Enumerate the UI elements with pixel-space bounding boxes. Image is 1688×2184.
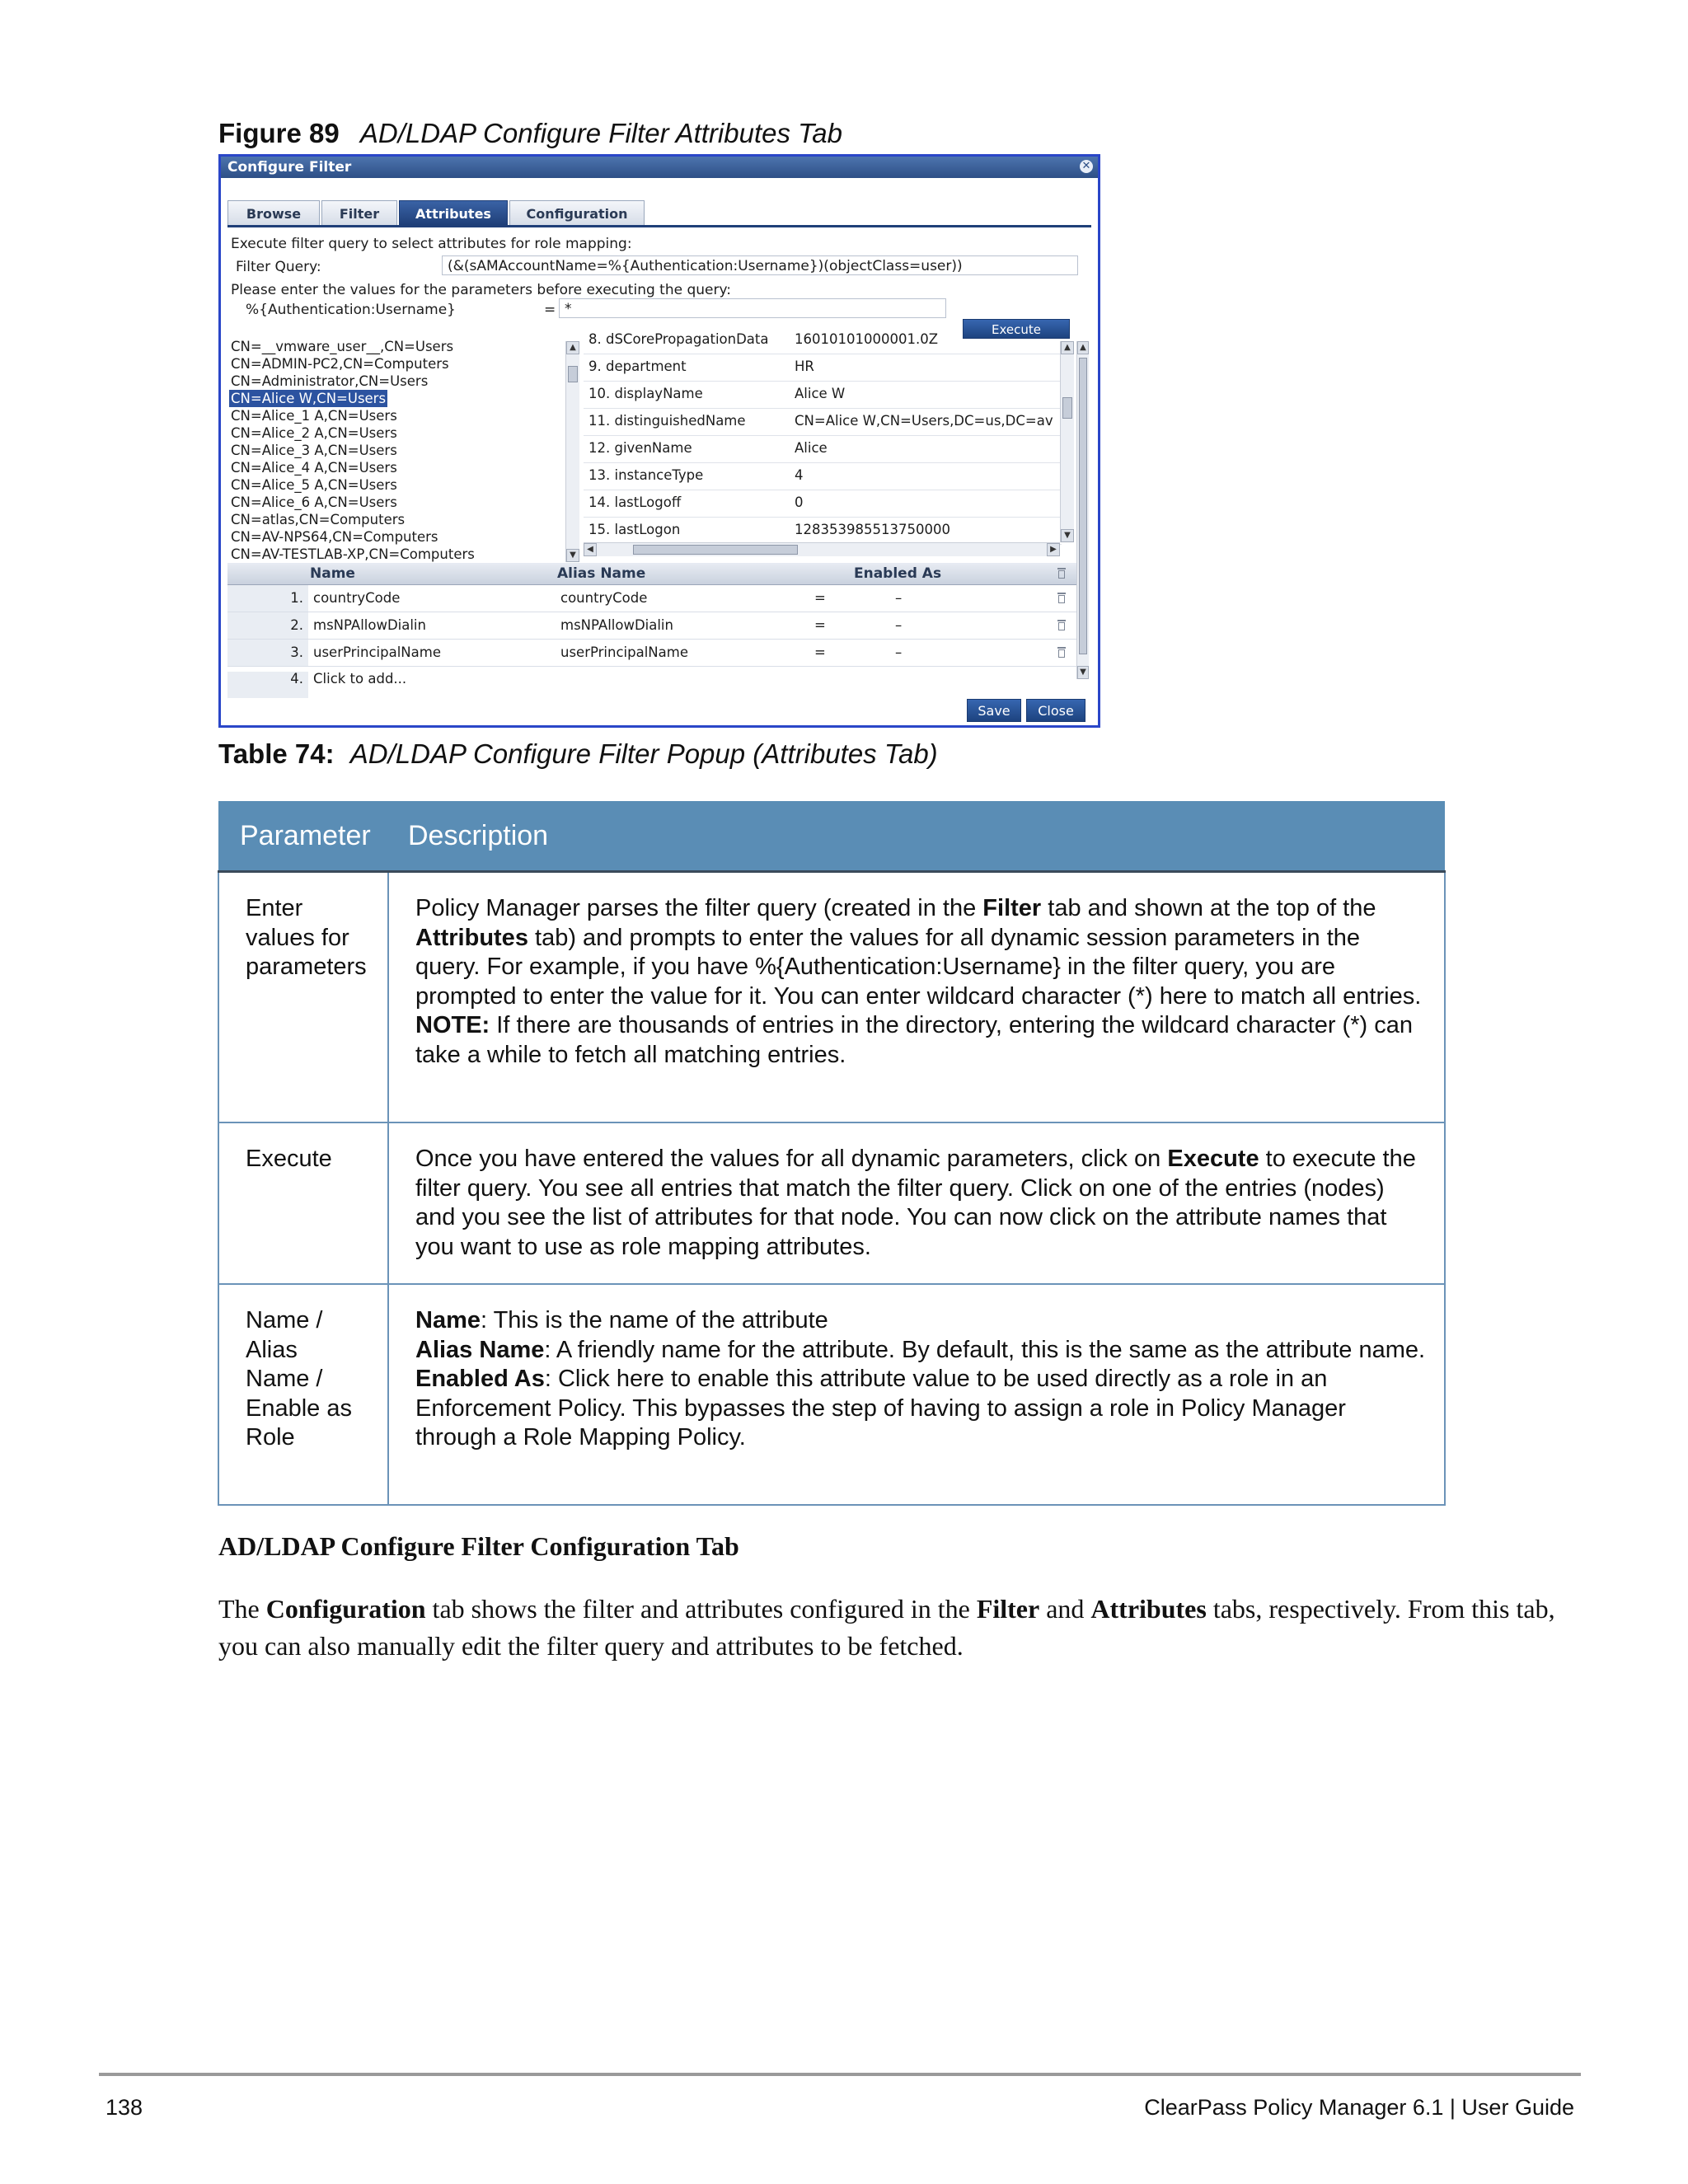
attribute-name: 14. lastLogoff (588, 494, 682, 510)
mapping-enabled[interactable]: – (895, 590, 903, 606)
attribute-value: HR (795, 359, 814, 374)
list-item-selected[interactable]: CN=Alice W,CN=Users (231, 391, 387, 406)
attribute-table-hscrollbar[interactable] (584, 542, 1060, 556)
desc-emphasis: Attributes (415, 924, 528, 951)
param-cell: Execute (218, 1122, 388, 1284)
table-row[interactable] (584, 408, 1062, 436)
instruction-text: Execute filter query to select attributes for role mapping: (231, 236, 632, 252)
note-text: If there are thousands of entries in the directory, entering the wildcard character (*) can take a while to fetch all matching entries. (415, 1012, 1413, 1068)
mapping-enabled[interactable]: – (895, 644, 903, 660)
scroll-left-icon[interactable]: ◀ (584, 543, 597, 556)
table-row[interactable] (227, 667, 1076, 687)
param-value-field[interactable]: * (559, 298, 946, 318)
table-row[interactable] (584, 462, 1062, 490)
tab-browse[interactable]: Browse (227, 200, 320, 225)
section-paragraph (218, 1591, 1564, 1665)
param-cell: Enter values for parameters (218, 872, 388, 1123)
description-cell (388, 872, 1445, 1123)
dialog-titlebar (221, 157, 1098, 178)
row-index: 1. (227, 585, 308, 612)
table-row[interactable] (584, 435, 1062, 463)
close-icon[interactable]: ✕ (1080, 160, 1093, 173)
column-header-parameter: Parameter (218, 801, 388, 872)
table-caption (218, 738, 938, 770)
list-item[interactable]: CN=Alice_4 A,CN=Users (231, 460, 397, 476)
list-item[interactable]: CN=Alice_2 A,CN=Users (231, 425, 397, 441)
scroll-right-icon[interactable]: ▶ (1047, 543, 1060, 556)
desc-text: to execute the filter query. You see all entries that match the filter query. Click on one of the entries (nodes) and you see the list of attributes for that node. You can now click on the attribute names that you want to use as role mapping attributes. (415, 1146, 1416, 1260)
close-button[interactable]: Close (1026, 699, 1085, 722)
attribute-name: 8. dSCorePropagationData (588, 331, 769, 347)
table-row[interactable] (227, 612, 1076, 640)
trash-icon[interactable] (1057, 647, 1067, 658)
table-title: AD/LDAP Configure Filter Popup (Attributes Tab) (349, 738, 938, 769)
trash-icon[interactable] (1057, 568, 1067, 579)
table-row[interactable] (227, 585, 1076, 612)
list-item[interactable]: CN=AV-NPS64,CN=Computers (231, 529, 438, 545)
scroll-down-icon[interactable]: ▼ (1077, 666, 1089, 679)
guide-title: ClearPass Policy Manager 6.1 | User Guide (1144, 2095, 1574, 2120)
entry-list (227, 341, 565, 562)
mapping-alias[interactable]: msNPAllowDialin (560, 617, 673, 633)
figure-title: AD/LDAP Configure Filter Attributes Tab (359, 118, 842, 148)
list-item[interactable]: CN=Alice_6 A,CN=Users (231, 494, 397, 510)
list-item[interactable]: CN=AV-TESTLAB-XP,CN=Computers (231, 546, 475, 562)
table-row (218, 1284, 1445, 1505)
tab-filter[interactable]: Filter (321, 200, 397, 225)
scroll-thumb[interactable] (1062, 397, 1072, 419)
desc-text: : This is the name of the attribute (481, 1307, 828, 1333)
attribute-value: 0 (795, 494, 804, 510)
mapping-equals: = (814, 590, 826, 606)
click-to-add[interactable]: Click to add... (313, 671, 407, 687)
desc-text: tab and shown at the top of the (1041, 895, 1376, 921)
scroll-thumb[interactable] (633, 545, 798, 555)
mapping-equals: = (814, 644, 826, 660)
section-heading: AD/LDAP Configure Filter Configuration Tab (218, 1531, 739, 1561)
execute-button[interactable]: Execute (963, 319, 1070, 339)
description-cell (388, 1122, 1445, 1284)
trash-icon[interactable] (1057, 620, 1067, 631)
paragraph-text: and (1039, 1594, 1091, 1624)
column-header-alias[interactable]: Alias Name (557, 565, 646, 582)
mapping-name[interactable]: msNPAllowDialin (313, 617, 426, 633)
desc-text: Policy Manager parses the filter query (created in the (415, 895, 983, 921)
scroll-up-icon[interactable]: ▲ (1077, 341, 1089, 354)
table-row (218, 1122, 1445, 1284)
dialog-scrollbar[interactable] (1076, 341, 1089, 679)
params-instruction: Please enter the values for the parameters before executing the query: (231, 282, 732, 298)
paragraph-text: tabs, respectively. From this tab, you can also manually edit the filter query and attributes to be fetched. (218, 1594, 1555, 1661)
tab-divider (227, 225, 1091, 227)
table-row[interactable] (584, 326, 1062, 354)
mapping-enabled[interactable]: – (895, 617, 903, 633)
paragraph-emphasis: Attributes (1090, 1594, 1207, 1624)
attribute-name: 13. instanceType (588, 467, 704, 483)
filter-query-field[interactable]: (&(sAMAccountName=%{Authentication:Username})(objectClass=user)) (442, 255, 1078, 275)
param-equals: = (544, 302, 556, 318)
figure-number: Figure 89 (218, 118, 340, 148)
scroll-thumb[interactable] (1079, 358, 1087, 654)
figure-caption (218, 118, 842, 149)
scroll-thumb[interactable] (568, 366, 578, 382)
list-item[interactable]: CN=ADMIN-PC2,CN=Computers (231, 356, 449, 372)
attribute-name: 12. givenName (588, 440, 692, 456)
list-item[interactable]: CN=Alice_5 A,CN=Users (231, 477, 397, 493)
attribute-value: 4 (795, 467, 804, 483)
row-index: 3. (227, 640, 308, 666)
attribute-table (584, 331, 1070, 542)
column-header-enabled[interactable]: Enabled As (854, 565, 942, 582)
desc-text: Once you have entered the values for all dynamic parameters, click on (415, 1146, 1168, 1172)
table-row[interactable] (584, 490, 1062, 518)
parameter-table (218, 801, 1446, 1506)
paragraph-text: tab shows the filter and attributes configured in the (425, 1594, 977, 1624)
configure-filter-dialog (218, 154, 1100, 728)
row-index: 2. (227, 612, 308, 639)
param-name: %{Authentication:Username} (246, 302, 456, 318)
desc-emphasis: Alias Name (415, 1336, 545, 1363)
attribute-table-scrollbar[interactable] (1060, 341, 1074, 542)
attribute-value: 128353985513750000 (795, 522, 950, 537)
desc-emphasis: Name (415, 1307, 481, 1333)
list-item[interactable]: CN=Alice_3 A,CN=Users (231, 443, 397, 458)
attribute-value: Alice W (795, 386, 846, 401)
param-cell: Name / Alias Name / Enable as Role (218, 1284, 388, 1505)
paragraph-emphasis: Configuration (265, 1594, 426, 1624)
mapping-alias[interactable]: userPrincipalName (560, 644, 688, 660)
list-item[interactable]: CN=__vmware_user__,CN=Users (231, 339, 454, 354)
description-cell (388, 1284, 1445, 1505)
mapping-name[interactable]: userPrincipalName (313, 644, 441, 660)
page-number: 138 (106, 2095, 143, 2120)
column-header-description: Description (388, 801, 1445, 872)
mapping-header (227, 563, 1076, 585)
attribute-value: CN=Alice W,CN=Users,DC=us,DC=av (795, 413, 1053, 429)
desc-emphasis: Enabled As (415, 1366, 545, 1392)
mapping-name[interactable]: countryCode (313, 590, 401, 606)
mapping-alias[interactable]: countryCode (560, 590, 648, 606)
scroll-up-icon[interactable]: ▲ (566, 341, 579, 354)
table-row (218, 872, 1445, 1123)
desc-text: : A friendly name for the attribute. By default, this is the same as the attribute name. (544, 1336, 1426, 1363)
attribute-value: Alice (795, 440, 828, 456)
table-row[interactable] (584, 381, 1062, 409)
entry-list-scrollbar[interactable] (565, 341, 579, 562)
tab-attributes[interactable]: Attributes (399, 200, 508, 225)
paragraph-text: The (218, 1594, 266, 1624)
scroll-down-icon[interactable]: ▼ (566, 549, 579, 562)
desc-text: : Click here to enable this attribute value to be used directly as a role in an Enforcement Policy. This bypasses the step of having to assign a role in Policy Manager through a Role Mapping Policy. (415, 1366, 1346, 1451)
list-item[interactable]: CN=Administrator,CN=Users (231, 373, 429, 389)
scroll-down-icon[interactable]: ▼ (1061, 529, 1074, 542)
desc-emphasis: Execute (1167, 1146, 1259, 1172)
table-row[interactable] (584, 517, 1062, 545)
paragraph-emphasis: Filter (976, 1594, 1040, 1624)
table-row[interactable] (584, 354, 1062, 382)
list-item[interactable]: CN=Alice_1 A,CN=Users (231, 408, 397, 424)
row-index: 4. (227, 672, 308, 698)
note-label: NOTE: (415, 1012, 490, 1038)
scroll-up-icon[interactable]: ▲ (1061, 341, 1074, 354)
dialog-title: Configure Filter (227, 159, 352, 176)
mapping-equals: = (814, 617, 826, 633)
trash-icon[interactable] (1057, 593, 1067, 604)
column-header-name[interactable]: Name (310, 565, 355, 582)
desc-emphasis: Filter (982, 895, 1042, 921)
attribute-name: 11. distinguishedName (588, 413, 746, 429)
table-number: Table 74: (218, 738, 335, 769)
save-button[interactable]: Save (967, 699, 1021, 722)
attribute-value: 16010101000001.0Z (795, 331, 939, 347)
attribute-name: 15. lastLogon (588, 522, 681, 537)
attribute-name: 10. displayName (588, 386, 703, 401)
tab-configuration[interactable]: Configuration (509, 200, 645, 225)
table-row[interactable] (227, 640, 1076, 667)
footer-divider (99, 2073, 1581, 2076)
filter-query-label: Filter Query: (236, 259, 321, 275)
attribute-name: 9. department (588, 359, 687, 374)
desc-text: tab) and prompts to enter the values for all dynamic session parameters in the query. For example, if you have %{Authentication:Username} in the filter query, you are prompted to enter the value for it. You can enter wildcard character (*) here to match all entries. (415, 924, 1422, 1010)
list-item[interactable]: CN=atlas,CN=Computers (231, 512, 406, 527)
